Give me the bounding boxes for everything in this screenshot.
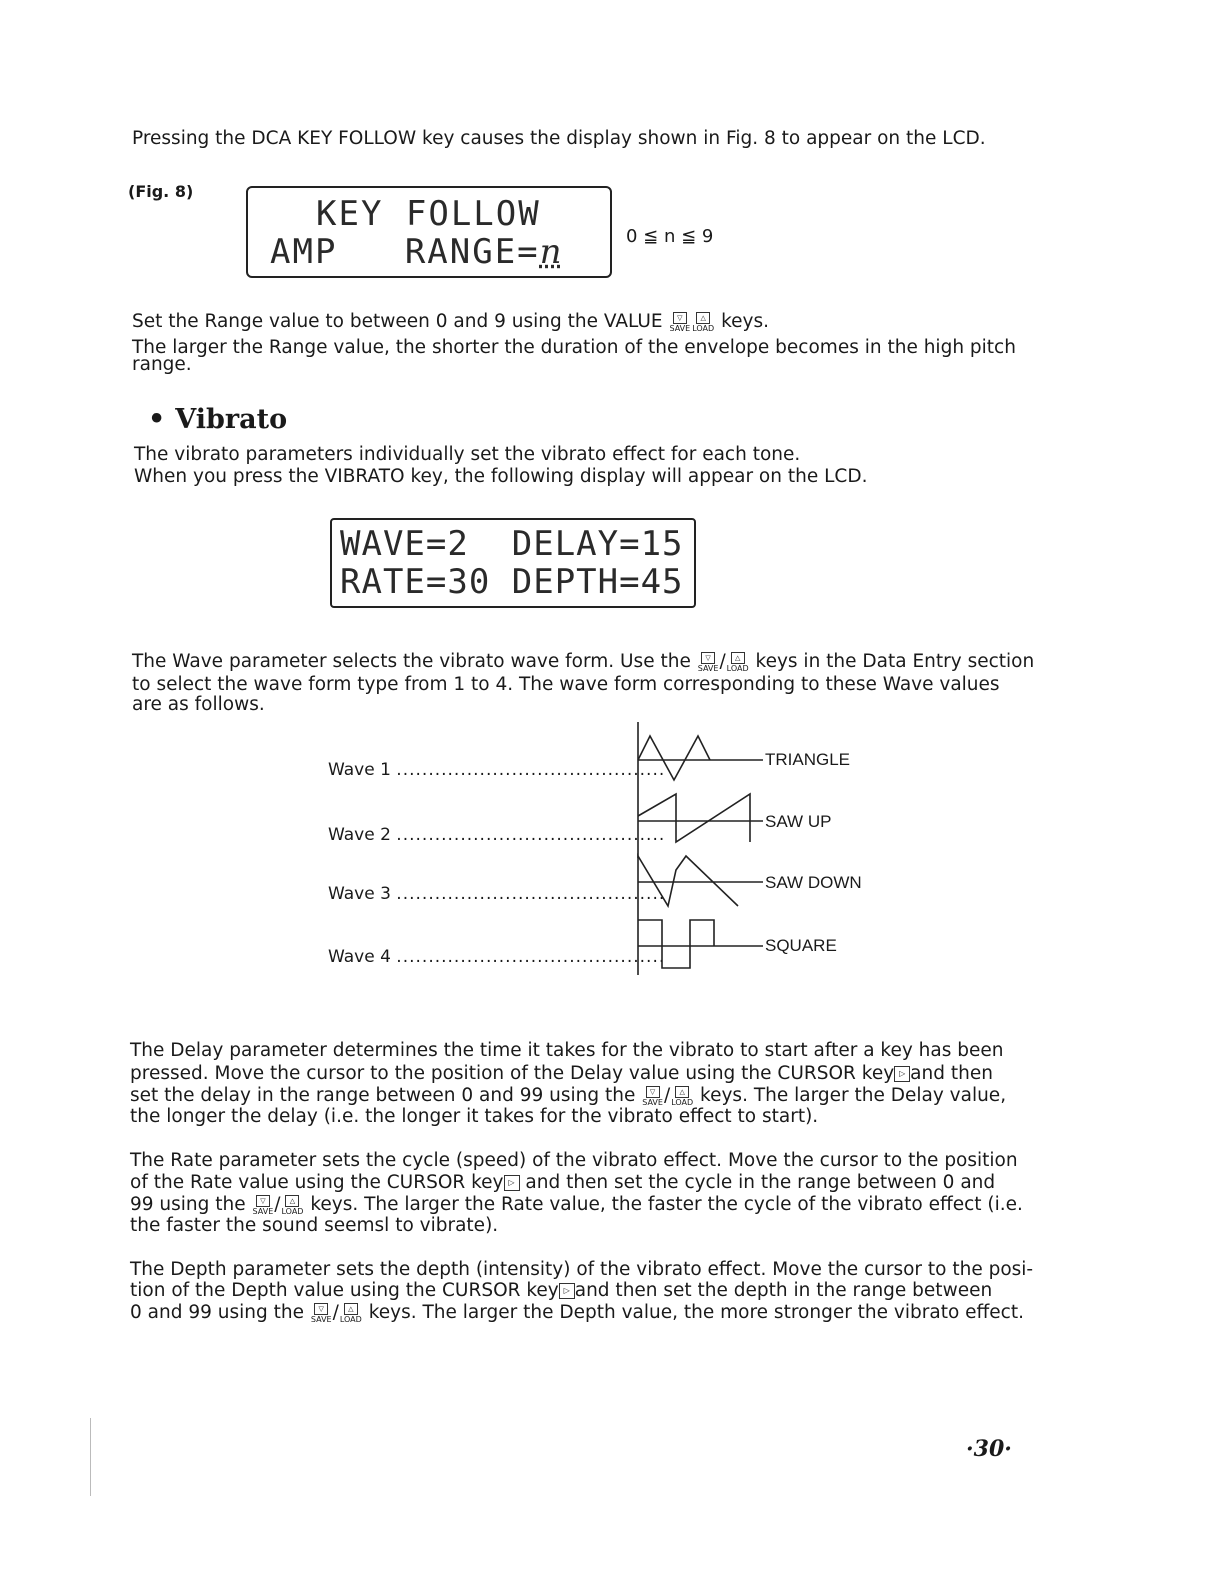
square-wave-icon — [638, 920, 714, 968]
rate-line-3: 99 using the ▽ SAVE/ △ LOAD keys. The larger the Rate value, the faster the cycle of the vibrato effect (i.e. — [130, 1194, 1023, 1216]
figure-label: (Fig. 8) — [128, 182, 194, 201]
wave-name-triangle: TRIANGLE — [765, 750, 851, 769]
rate-line-1: The Rate parameter sets the cycle (speed) of the vibrato effect. Move the cursor to the position — [130, 1150, 1018, 1171]
rate-line-4: the faster the sound seemsl to vibrate). — [130, 1215, 499, 1236]
wave-4-label: Wave 4 .......................................... — [328, 947, 666, 967]
waveform-diagram — [630, 720, 765, 980]
wave-name-saw-up: SAW UP — [765, 812, 832, 831]
wave-line-1b: keys in the Data Entry section — [755, 651, 1035, 672]
wave-line-3: are as follows. — [132, 694, 265, 715]
cursor-right-key-icon: ▷ — [559, 1283, 575, 1299]
page-number: ·30· — [966, 1436, 1012, 1462]
save-key-icon: ▽ SAVE — [252, 1196, 274, 1216]
save-key-icon: ▽ SAVE — [310, 1304, 332, 1324]
range-line-1 — [132, 311, 769, 333]
range-line-3: range. — [132, 354, 192, 375]
depth-line-2: tion of the Depth value using the CURSOR key ▷ and then set the depth in the range between — [130, 1280, 993, 1301]
wave-line-2: to select the wave form type from 1 to 4. The wave form corresponding to these Wave values — [132, 674, 1000, 695]
wave-2-label: Wave 2 .......................................... — [328, 825, 666, 845]
depth-line-3: 0 and 99 using the ▽ SAVE/ △ LOAD keys. The larger the Depth value, the more stronger the vibrato effect. — [130, 1302, 1024, 1324]
wave-line-1a: The Wave parameter selects the vibrato wave form. Use the — [132, 651, 691, 672]
scan-mark — [90, 1418, 91, 1496]
save-key-icon: ▽ SAVE — [642, 1087, 663, 1107]
saw-down-wave-icon — [638, 856, 738, 906]
wave-line-1 — [132, 651, 1034, 673]
load-key-icon: △ LOAD — [339, 1304, 362, 1324]
triangle-wave-icon — [638, 736, 710, 780]
range-line-1b: keys. — [721, 311, 769, 332]
depth-line-1: The Depth parameter sets the depth (intensity) of the vibrato effect. Move the cursor to the posi- — [130, 1259, 1034, 1280]
bullet-icon: • — [148, 404, 166, 435]
range-line-1a: Set the Range value to between 0 and 9 using the VALUE — [132, 311, 663, 332]
load-key-icon: △ LOAD — [281, 1196, 304, 1216]
cursor-right-key-icon: ▷ — [894, 1066, 910, 1082]
lcd-row-1: KEY FOLLOW — [316, 194, 541, 234]
vibrato-line-1: The vibrato parameters individually set the vibrato effect for each tone. — [134, 444, 801, 465]
lcd-row-2 — [270, 232, 564, 272]
cursor-right-key-icon: ▷ — [504, 1175, 520, 1191]
slash: / — [719, 651, 726, 672]
delay-line-2: pressed. Move the cursor to the position of the Delay value using the CURSOR key ▷ and then — [130, 1063, 993, 1084]
delay-line-1: The Delay parameter determines the time it takes for the vibrato to start after a key has been — [130, 1040, 1004, 1061]
delay-line-3: set the delay in the range between 0 and 99 using the ▽ SAVE/ △ LOAD keys. The larger the Delay value, — [130, 1085, 1007, 1107]
wave-1-label: Wave 1 .......................................... — [328, 760, 666, 780]
wave-name-square: SQUARE — [765, 936, 837, 955]
save-key-icon: ▽ SAVE — [697, 653, 719, 673]
wave-name-saw-down: SAW DOWN — [765, 873, 862, 892]
save-key-icon: ▽ SAVE — [669, 313, 691, 333]
lcd2-row-2: RATE=30 DEPTH=45 — [340, 562, 684, 602]
range-line-2: The larger the Range value, the shorter the duration of the envelope becomes in the high pitch — [132, 337, 1016, 358]
intro-text: Pressing the DCA KEY FOLLOW key causes the display shown in Fig. 8 to appear on the LCD. — [132, 128, 986, 149]
lcd-vibrato — [330, 518, 696, 608]
saw-up-wave-icon — [638, 794, 750, 842]
range-variable: n — [539, 232, 564, 272]
vibrato-line-2: When you press the VIBRATO key, the following display will appear on the LCD. — [134, 466, 868, 487]
lcd-row-2-text: AMP RANGE= — [270, 232, 540, 272]
wave-3-label: Wave 3 .......................................... — [328, 884, 666, 904]
range-note: 0 ≦ n ≦ 9 — [626, 226, 714, 247]
load-key-icon: △ LOAD — [671, 1087, 694, 1107]
vibrato-title: Vibrato — [175, 404, 288, 435]
delay-line-4: the longer the delay (i.e. the longer it takes for the vibrato effect to start). — [130, 1106, 819, 1127]
rate-line-2: of the Rate value using the CURSOR key ▷ and then set the cycle in the range between 0 and — [130, 1172, 996, 1193]
lcd-key-follow — [246, 186, 612, 278]
load-key-icon: △ LOAD — [726, 653, 749, 673]
lcd2-row-1: WAVE=2 DELAY=15 — [340, 524, 684, 564]
load-key-icon: △ LOAD — [692, 313, 715, 333]
vibrato-heading — [148, 404, 287, 435]
